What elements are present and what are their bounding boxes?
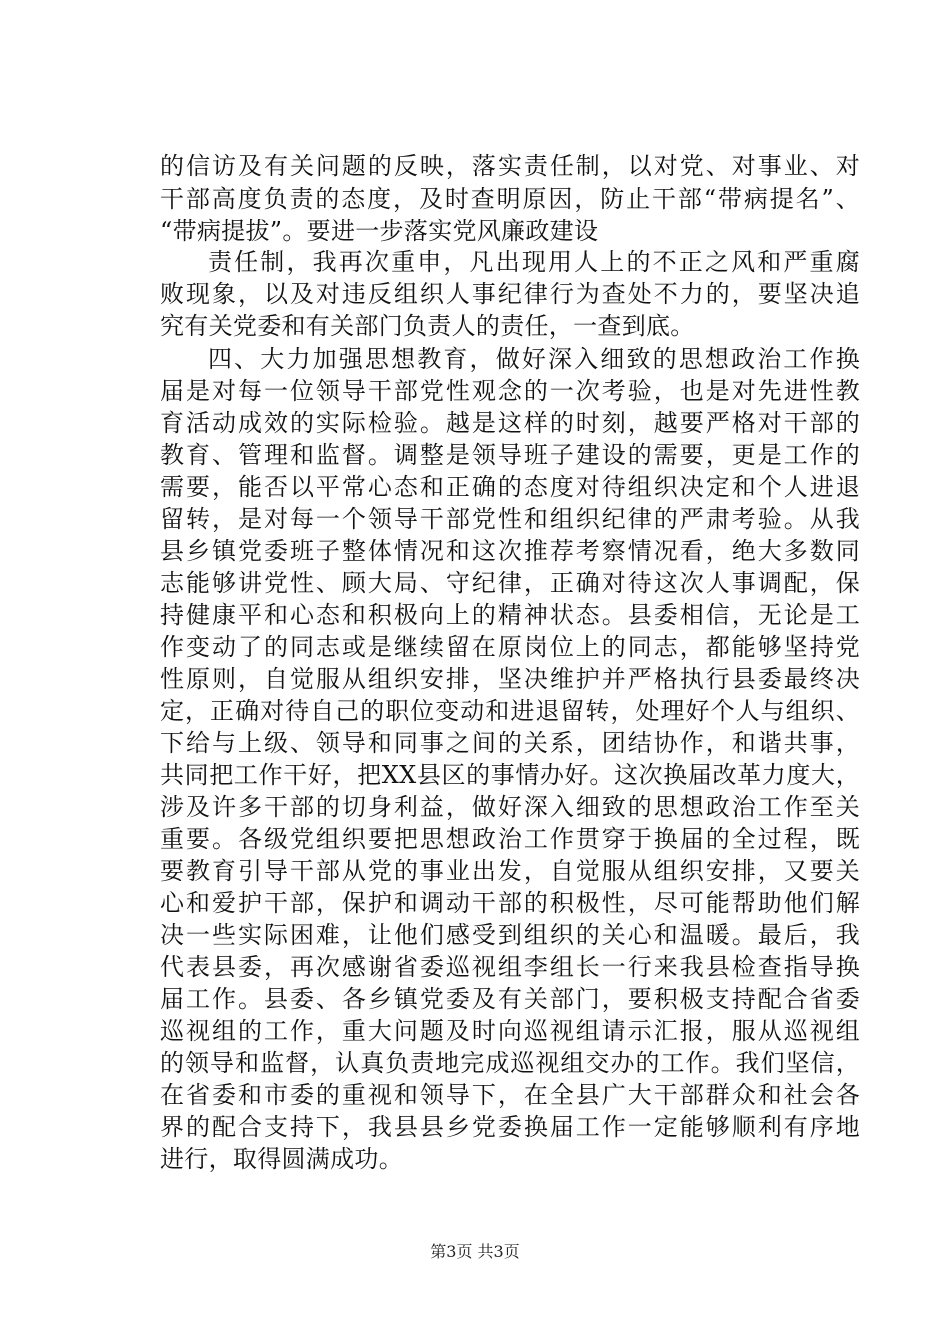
text-line: “带病提拔”。要进一步落实党风廉政建设	[160, 217, 599, 245]
text-line: 涉及许多干部的切身利益，做好深入细致的思想政治工作至关	[160, 793, 860, 821]
paragraph-start-line: 四、大力加强思想教育，做好深入细致的思想政治工作换	[208, 345, 860, 373]
text-line: 性原则，自觉服从组织安排，坚决维护并严格执行县委最终决	[160, 665, 860, 693]
text-line: 教育、管理和监督。调整是领导班子建设的需要，更是工作的	[160, 441, 860, 469]
text-line: 需要，能否以平常心态和正确的态度对待组织决定和个人进退	[160, 473, 860, 501]
text-line: 究有关党委和有关部门负责人的责任，一查到底。	[160, 312, 695, 340]
text-line: 败现象，以及对违反组织人事纪律行为查处不力的，要坚决追	[160, 280, 860, 308]
text-line: 留转，是对每一个领导干部党性和组织纪律的严肃考验。从我	[160, 505, 860, 533]
text-line: 决一些实际困难，让他们感受到组织的关心和温暖。最后，我	[160, 921, 860, 949]
text-line: 县乡镇党委班子整体情况和这次推荐考察情况看，绝大多数同	[160, 537, 860, 565]
text-line: 重要。各级党组织要把思想政治工作贯穿于换届的全过程，既	[160, 825, 860, 853]
text-line: 巡视组的工作，重大问题及时向巡视组请示汇报，服从巡视组	[160, 1017, 860, 1045]
text-line: 的信访及有关问题的反映，落实责任制，以对党、对事业、对	[160, 152, 860, 180]
text-line: 作变动了的同志或是继续留在原岗位上的同志，都能够坚持党	[160, 633, 860, 661]
text-line: 持健康平和心态和积极向上的精神状态。县委相信，无论是工	[160, 601, 860, 629]
text-line: 进行，取得圆满成功。	[160, 1145, 403, 1173]
text-line: 届工作。县委、各乡镇党委及有关部门，要积极支持配合省委	[160, 985, 860, 1013]
text-line: 要教育引导干部从党的事业出发，自觉服从组织安排，又要关	[160, 857, 860, 885]
text-line: 共同把工作干好，把XX县区的事情办好。这次换届改革力度大，	[160, 761, 860, 789]
paragraph-start-line: 责任制，我再次重申，凡出现用人上的不正之风和严重腐	[208, 248, 860, 276]
text-line: 志能够讲党性、顾大局、守纪律，正确对待这次人事调配，保	[160, 569, 860, 597]
text-line: 干部高度负责的态度，及时查明原因，防止干部“带病提名”、	[160, 185, 860, 213]
text-line: 代表县委，再次感谢省委巡视组李组长一行来我县检查指导换	[160, 953, 860, 981]
text-line: 界的配合支持下，我县县乡党委换届工作一定能够顺利有序地	[160, 1113, 860, 1141]
text-line: 定，正确对待自己的职位变动和进退留转，处理好个人与组织、	[160, 697, 860, 725]
page-number-footer: 第3页 共3页	[430, 1242, 520, 1261]
text-line: 育活动成效的实际检验。越是这样的时刻，越要严格对干部的	[160, 409, 860, 437]
text-line: 届是对每一位领导干部党性观念的一次考验，也是对先进性教	[160, 377, 860, 405]
text-line: 下给与上级、领导和同事之间的关系，团结协作，和谐共事，	[160, 729, 860, 757]
text-line: 心和爱护干部，保护和调动干部的积极性，尽可能帮助他们解	[160, 889, 860, 917]
text-line: 的领导和监督，认真负责地完成巡视组交办的工作。我们坚信，	[160, 1049, 860, 1077]
text-line: 在省委和市委的重视和领导下，在全县广大干部群众和社会各	[160, 1081, 860, 1109]
